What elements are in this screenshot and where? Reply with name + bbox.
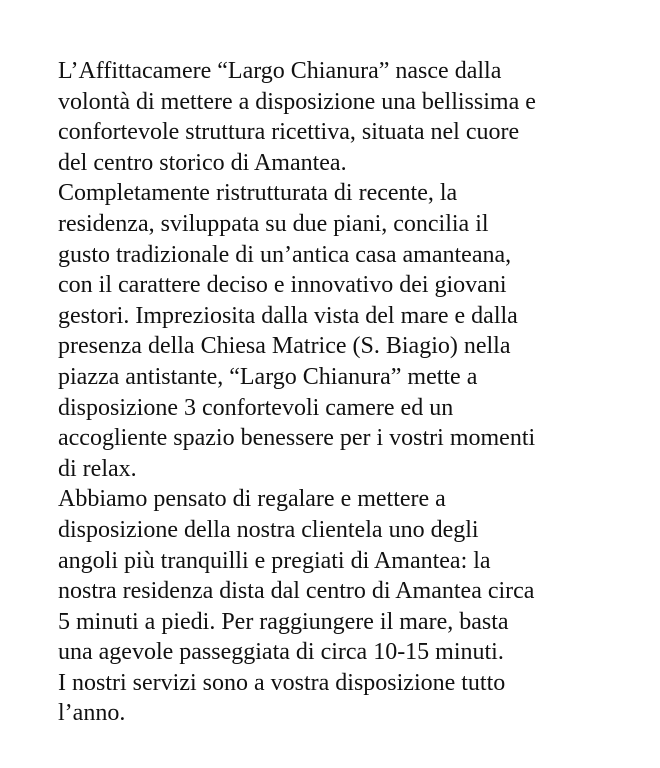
text-line: presenza della Chiesa Matrice (S. Biagio) nella — [58, 333, 511, 360]
text-line: disposizione della nostra clientela uno degli — [58, 516, 479, 543]
document-text — [58, 56, 648, 729]
text-line: L’Affittacamere “Largo Chianura” nasce dalla — [58, 58, 502, 84]
text-line: una agevole passeggiata di circa 10-15 minuti. — [58, 639, 504, 666]
text-line: Completamente ristrutturata di recente, la — [58, 180, 458, 207]
text-line: residenza, sviluppata su due piani, concilia il — [58, 210, 489, 237]
text-line: Abbiamo pensato di regalare e mettere a — [58, 486, 446, 513]
text-line: I nostri servizi sono a vostra disposizione tutto — [58, 669, 506, 696]
text-line: nostra residenza dista dal centro di Amantea circa — [58, 578, 535, 605]
text-line: volontà di mettere a disposizione una bellissima e — [58, 88, 536, 115]
text-line: con il carattere deciso e innovativo dei giovani — [58, 272, 507, 299]
text-line: 5 minuti a piedi. Per raggiungere il mare, basta — [58, 608, 509, 635]
text-line: l’anno. — [58, 700, 126, 727]
text-line: del centro storico di Amantea. — [58, 149, 347, 176]
text-line: accogliente spazio benessere per i vostri momenti — [58, 425, 536, 452]
text-line: confortevole struttura ricettiva, situata nel cuore — [58, 119, 520, 146]
text-line: gusto tradizionale di un’antica casa amanteana, — [58, 241, 512, 268]
text-line: gestori. Impreziosita dalla vista del mare e dalla — [58, 302, 518, 329]
text-line: piazza antistante, “Largo Chianura” mette a — [58, 363, 478, 390]
text-line: angoli più tranquilli e pregiati di Amantea: la — [58, 547, 491, 574]
text-line: disposizione 3 confortevoli camere ed un — [58, 394, 454, 421]
text-line: di relax. — [58, 455, 137, 482]
